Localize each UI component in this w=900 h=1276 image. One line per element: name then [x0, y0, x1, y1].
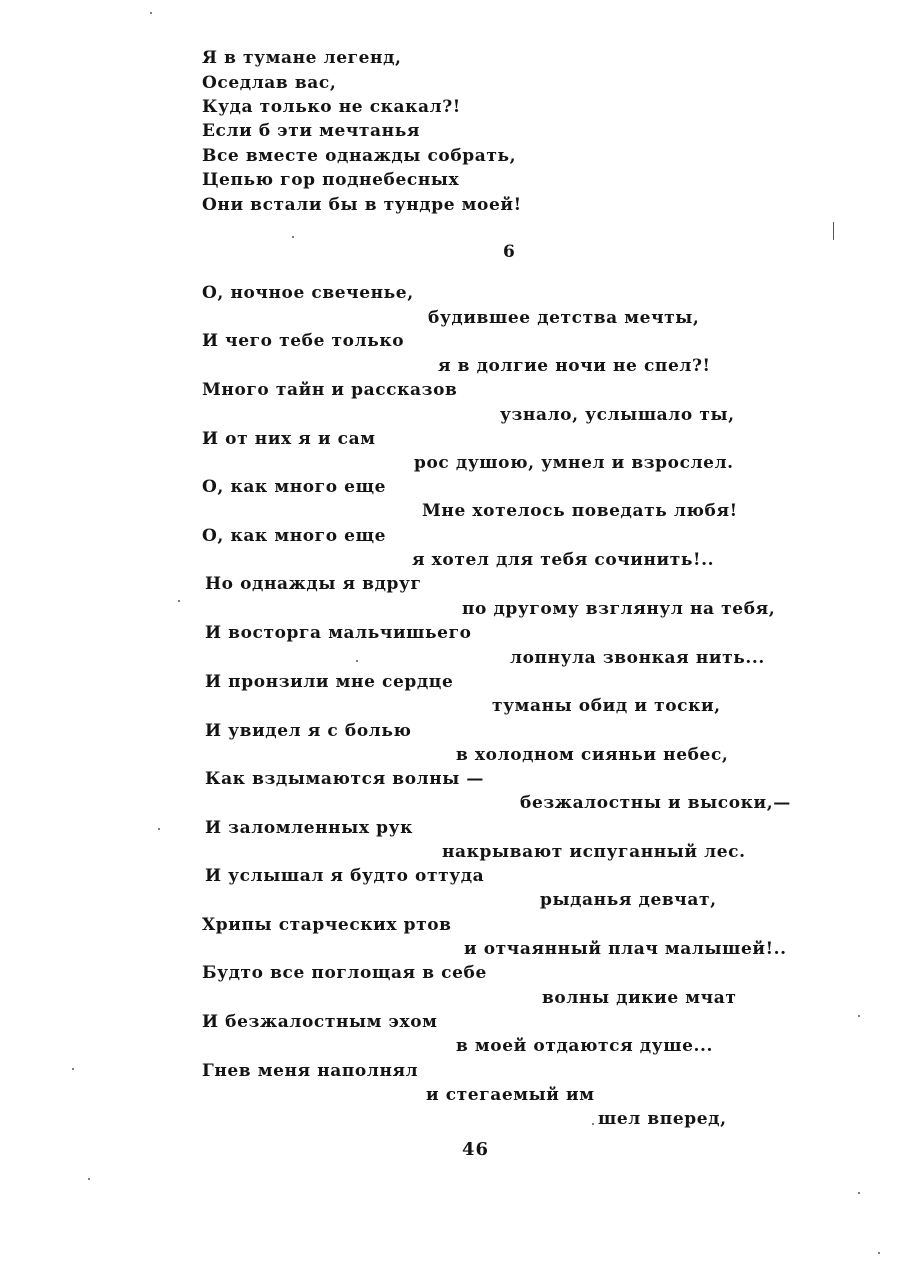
scan-speck [833, 222, 834, 240]
verse-line: Будто все поглощая в себе [202, 963, 487, 983]
scan-speck [158, 828, 160, 830]
verse-line: в холодном сияньи небес, [456, 745, 729, 765]
scan-speck [178, 600, 180, 602]
verse-line: Я в тумане легенд, [202, 48, 402, 68]
verse-line: и отчаянный плач малышей!.. [464, 939, 787, 959]
verse-line: О, как много еще [202, 526, 386, 546]
verse-line: безжалостны и высоки,— [520, 793, 791, 813]
verse-line: Гнев меня наполнял [202, 1061, 419, 1081]
verse-line: И заломленных рук [205, 818, 413, 838]
verse-line: я хотел для тебя сочинить!.. [412, 550, 715, 570]
verse-line: узнало, услышало ты, [500, 405, 735, 425]
verse-line: будившее детства мечты, [428, 308, 700, 328]
scan-speck [72, 1068, 74, 1070]
verse-line: И услышал я будто оттуда [205, 866, 485, 886]
verse-line: Хрипы старческих ртов [202, 915, 452, 935]
verse-line: И восторга мальчишьего [205, 623, 472, 643]
verse-line: Цепью гор поднебесных [202, 170, 460, 190]
scan-speck [592, 1123, 594, 1125]
scan-speck [88, 1178, 90, 1180]
verse-line: и стегаемый им [426, 1085, 595, 1105]
verse-line: И от них я и сам [202, 429, 376, 449]
verse-line: я в долгие ночи не спел?! [438, 356, 711, 376]
verse-line: шел вперед, [598, 1109, 727, 1129]
verse-line: Много тайн и рассказов [202, 380, 458, 400]
verse-line: Но однажды я вдруг [205, 574, 422, 594]
verse-line: по другому взглянул на тебя, [462, 599, 776, 619]
verse-line: волны дикие мчат [542, 988, 737, 1008]
verse-line: Если б эти мечтанья [202, 121, 421, 141]
verse-line: Все вместе однажды собрать, [202, 146, 517, 166]
verse-line: Куда только не скакал?! [202, 97, 461, 117]
scan-speck [878, 1252, 880, 1254]
scan-speck [858, 1015, 860, 1017]
verse-line: И безжалостным эхом [202, 1012, 438, 1032]
scan-speck [150, 12, 152, 14]
scan-speck [292, 236, 294, 238]
verse-line: лопнула звонкая нить... [510, 648, 765, 668]
scan-speck [858, 1192, 860, 1194]
page-number: 46 [462, 1139, 490, 1160]
verse-line: Мне хотелось поведать любя! [422, 501, 738, 521]
verse-line: О, как много еще [202, 477, 386, 497]
verse-line: рыданья девчат, [540, 890, 717, 910]
verse-line: О, ночное свеченье, [202, 283, 414, 303]
verse-line: Оседлав вас, [202, 73, 337, 93]
verse-line: туманы обид и тоски, [492, 696, 721, 716]
verse-line: И пронзили мне сердце [205, 672, 454, 692]
verse-line: накрывают испуганный лес. [442, 842, 746, 862]
verse-line: И чего тебе только [202, 331, 405, 351]
verse-line: И увидел я с болью [205, 721, 412, 741]
verse-line: рос душою, умнел и взрослел. [414, 453, 734, 473]
verse-line: Они встали бы в тундре моей! [202, 195, 522, 215]
verse-line: Как вздымаются волны — [205, 769, 485, 789]
verse-line: в моей отдаются душе... [456, 1036, 714, 1056]
scan-speck [356, 660, 358, 662]
section-number: 6 [503, 242, 515, 262]
